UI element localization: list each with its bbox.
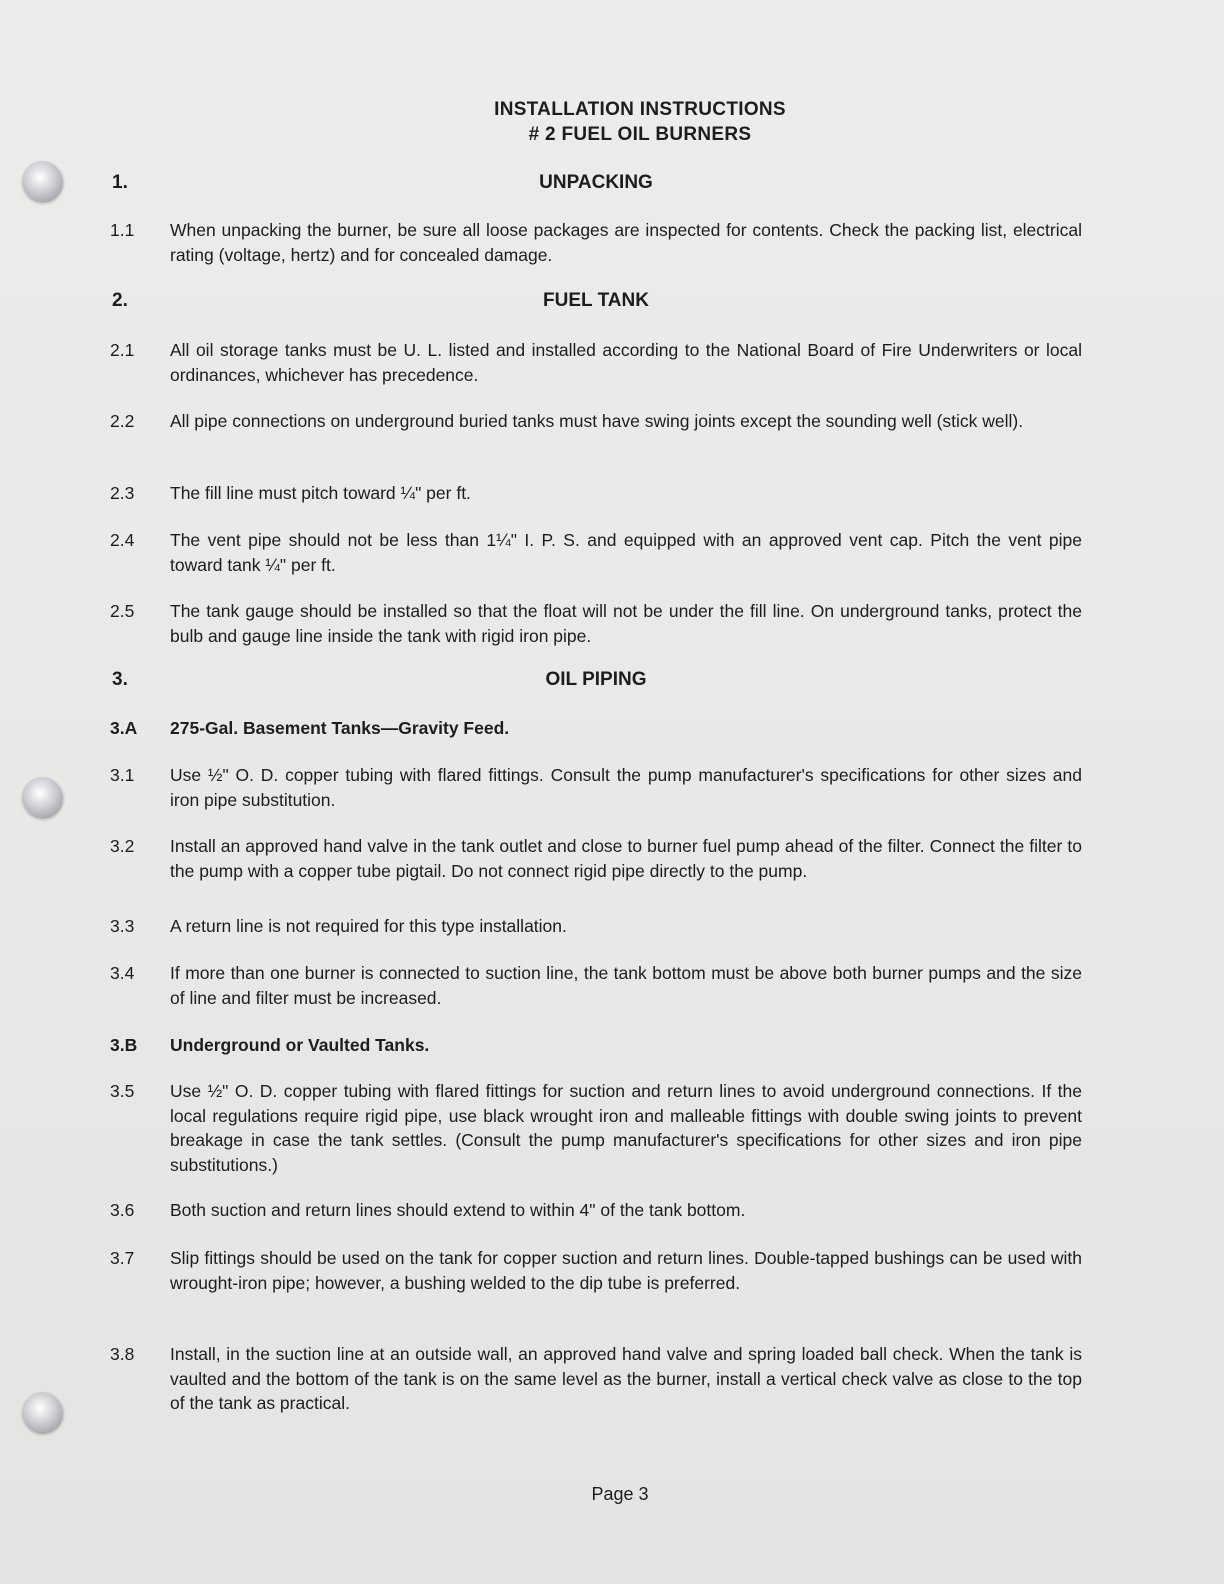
paragraph-number: 3.B — [110, 1035, 138, 1055]
paragraph-number: 2.1 — [110, 340, 135, 360]
paragraph-number: 2.4 — [110, 530, 135, 550]
subsection-title: 275-Gal. Basement Tanks—Gravity Feed. — [170, 718, 510, 738]
paragraph-number: 3.A — [110, 718, 138, 738]
paragraph-3-8 — [110, 1342, 1082, 1416]
paragraph-text: Use ½" O. D. copper tubing with flared fittings. Consult the pump manufacturer's specifications for other sizes and iron pipe substitution. — [170, 765, 1082, 810]
paragraph-3-2 — [110, 834, 1082, 883]
paragraph-3-3 — [110, 914, 1082, 939]
paragraph-number: 3.5 — [110, 1081, 135, 1101]
section-title: OIL PIPING — [545, 669, 647, 690]
paragraph-2-3 — [110, 481, 1082, 506]
document-header — [0, 97, 1224, 147]
section-number: 3. — [112, 669, 128, 690]
paragraph-3-5 — [110, 1079, 1082, 1177]
paragraph-text: All pipe connections on underground buried tanks must have swing joints except the sounding well (stick well). — [170, 411, 1024, 431]
paragraph-text: Install an approved hand valve in the tank outlet and close to burner fuel pump ahead of the filter. Connect the filter to the pump with a copper tube pigtail. Do not connect rigid pipe directly to the pump. — [170, 836, 1082, 881]
paragraph-text: The vent pipe should not be less than 1¼" I. P. S. and equipped with an approved vent cap. Pitch the vent pipe toward tank ¼" per ft. — [170, 530, 1082, 575]
paragraph-number: 3.6 — [110, 1200, 135, 1220]
paragraph-number: 2.5 — [110, 601, 135, 621]
paragraph-number: 3.2 — [110, 836, 135, 856]
paragraph-number: 3.1 — [110, 765, 135, 785]
paragraph-number: 1.1 — [110, 220, 135, 240]
paragraph-text: Both suction and return lines should extend to within 4" of the tank bottom. — [170, 1200, 746, 1220]
paragraph-text: Install, in the suction line at an outside wall, an approved hand valve and spring loaded ball check. When the tank is vaulted and the bottom of the tank is on the same level as the burner, install a vertical check valve as close to the top of the tank as practical. — [170, 1344, 1082, 1413]
section-title: FUEL TANK — [543, 290, 649, 311]
paragraph-text: A return line is not required for this type installation. — [170, 916, 567, 936]
section-number: 2. — [112, 290, 128, 311]
subsection-3-a — [110, 716, 1082, 741]
paragraph-3-1 — [110, 763, 1082, 812]
section-number: 1. — [112, 172, 128, 193]
paragraph-2-1 — [110, 338, 1082, 387]
paragraph-number: 3.3 — [110, 916, 135, 936]
paragraph-number: 3.7 — [110, 1248, 135, 1268]
paragraph-3-7 — [110, 1246, 1082, 1295]
paragraph-number: 3.4 — [110, 963, 135, 983]
page-number: Page 3 — [591, 1484, 649, 1504]
section-heading-fuel-tank — [110, 290, 1082, 316]
paragraph-3-6 — [110, 1198, 1082, 1223]
paragraph-2-2 — [110, 409, 1082, 434]
paragraph-text: All oil storage tanks must be U. L. listed and installed according to the National Board of Fire Underwriters or local ordinances, whichever has precedence. — [170, 340, 1082, 385]
binder-hole — [22, 777, 62, 817]
paragraph-text: Use ½" O. D. copper tubing with flared fittings for suction and return lines to avoid underground connections. If the local regulations require rigid pipe, use black wrought iron and malleable fittings with double swing joints to prevent breakage in case the tank settles. (Consult the pump manufacturer's specifications for other sizes and iron pipe substitutions.) — [170, 1081, 1082, 1175]
binder-hole — [22, 161, 62, 201]
paragraph-number: 2.2 — [110, 411, 135, 431]
paragraph-2-4 — [110, 528, 1082, 577]
header-title: INSTALLATION INSTRUCTIONS — [494, 99, 786, 120]
paragraph-text: The tank gauge should be installed so that the float will not be under the fill line. On underground tanks, protect the bulb and gauge line inside the tank with rigid iron pipe. — [170, 601, 1082, 646]
subsection-3-b — [110, 1033, 1082, 1058]
paragraph-2-5 — [110, 599, 1082, 648]
header-subtitle: # 2 FUEL OIL BURNERS — [528, 124, 752, 145]
paragraph-number: 2.3 — [110, 483, 135, 503]
paragraph-text: When unpacking the burner, be sure all loose packages are inspected for contents. Check the packing list, electrical rating (voltage, hertz) and for concealed damage. — [170, 220, 1082, 265]
subsection-title: Underground or Vaulted Tanks. — [170, 1035, 430, 1055]
paragraph-text: The fill line must pitch toward ¼" per ft. — [170, 483, 471, 503]
binder-hole — [22, 1392, 62, 1432]
paragraph-1-1 — [110, 218, 1082, 267]
section-heading-unpacking — [110, 172, 1082, 198]
section-title: UNPACKING — [539, 172, 653, 193]
section-heading-oil-piping — [110, 669, 1082, 695]
paragraph-text: If more than one burner is connected to suction line, the tank bottom must be above both burner pumps and the size of line and filter must be increased. — [170, 963, 1082, 1008]
paragraph-number: 3.8 — [110, 1344, 135, 1364]
paragraph-3-4 — [110, 961, 1082, 1010]
page-footer — [0, 1484, 1224, 1505]
paragraph-text: Slip fittings should be used on the tank for copper suction and return lines. Double-tapped bushings can be used with wrought-iron pipe; however, a bushing welded to the dip tube is preferred. — [170, 1248, 1082, 1293]
